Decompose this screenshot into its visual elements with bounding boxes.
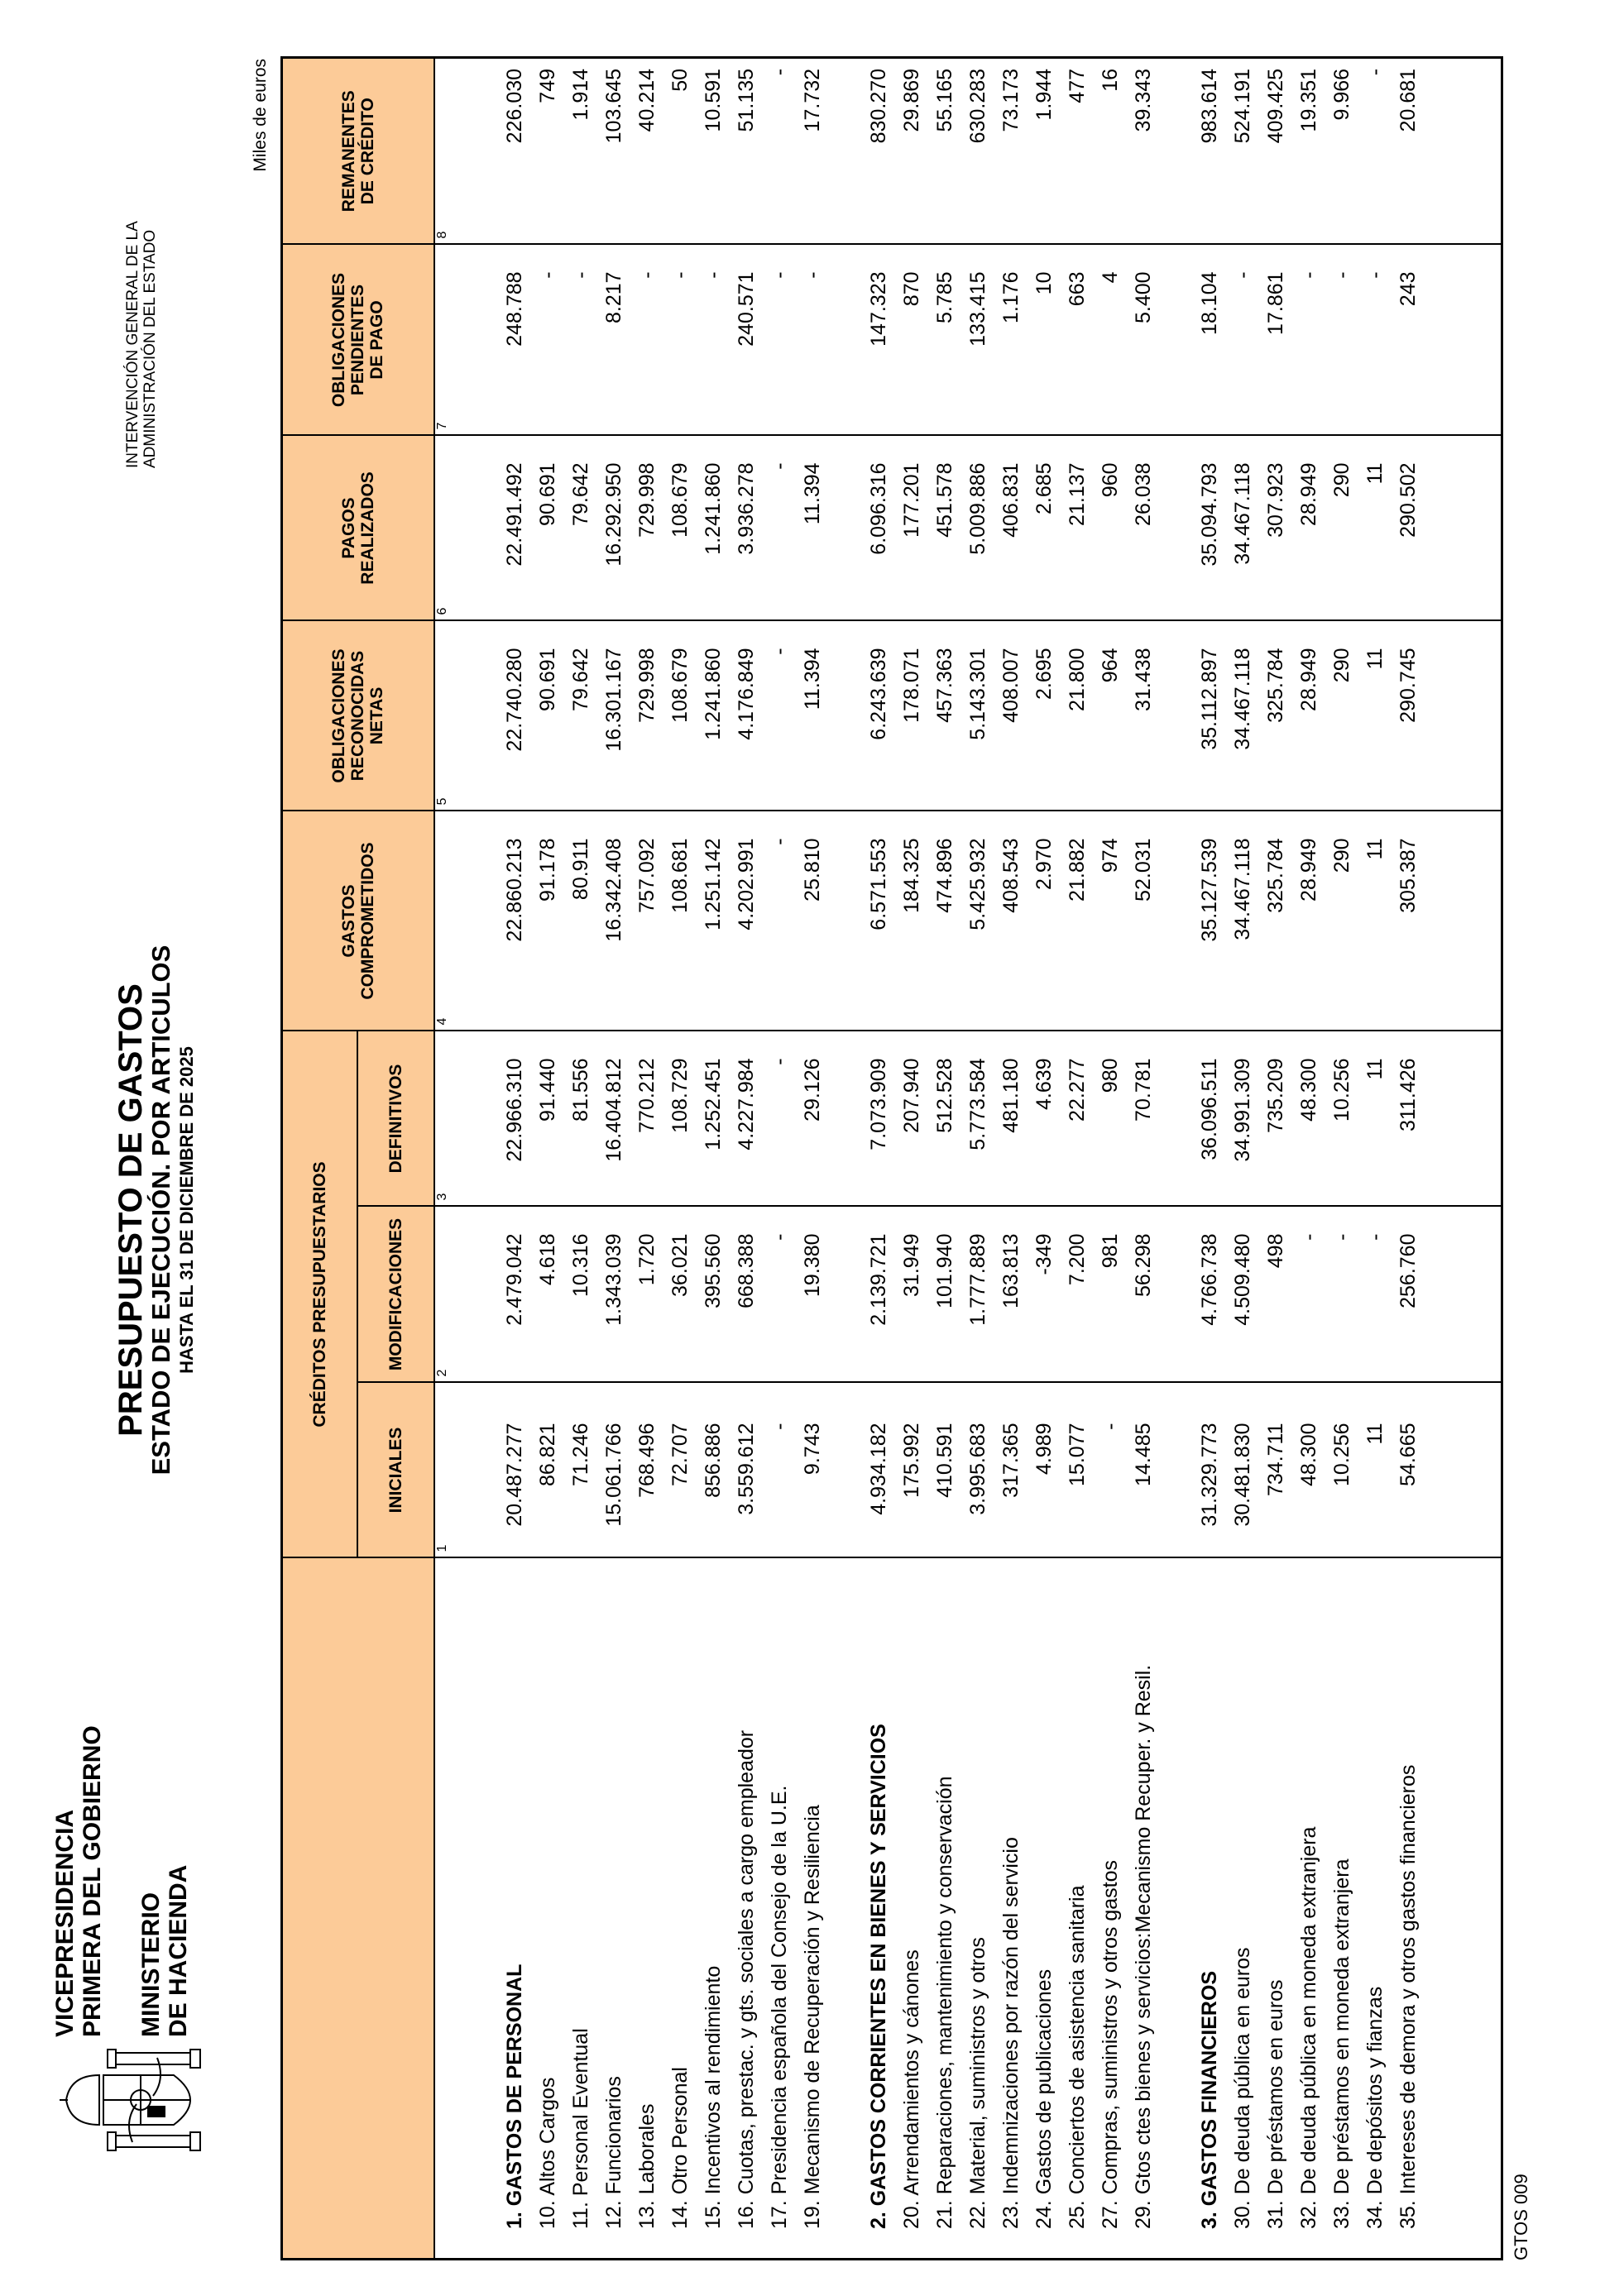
value-cell-col-4: 28.949: [1293, 811, 1326, 1031]
value-cell-col-1: -: [764, 1383, 797, 1558]
value-cell-col-7: 248.788: [499, 244, 532, 435]
value-cell-col-7: -: [631, 244, 664, 435]
table-row: [697, 57, 731, 2259]
value-cell-col-5: 290: [1326, 620, 1359, 811]
value-cell-col-7: 147.323: [863, 244, 896, 435]
value-cell-col-1: 86.821: [532, 1383, 565, 1558]
article-label: 12. Funcionarios: [598, 1558, 631, 2260]
table-row: [1095, 57, 1128, 2259]
value-cell-col-6: 3.936.278: [731, 435, 764, 620]
value-cell-col-1: 317.365: [995, 1383, 1028, 1558]
value-cell-col-5: 108.679: [664, 620, 697, 811]
value-cell-col-3: 29.126: [797, 1031, 830, 1206]
value-cell-col-7: -: [1227, 244, 1260, 435]
value-cell-col-1: 856.886: [697, 1383, 731, 1558]
value-cell-col-7: 4: [1095, 244, 1128, 435]
value-cell-col-4: 305.387: [1392, 811, 1425, 1031]
value-cell-col-7: 240.571: [731, 244, 764, 435]
value-cell-col-1: 15.061.766: [598, 1383, 631, 1558]
value-cell-col-2: 256.760: [1392, 1207, 1425, 1383]
value-cell-col-1: 72.707: [664, 1383, 697, 1558]
value-cell-col-4: 16.342.408: [598, 811, 631, 1031]
value-cell-col-2: 36.021: [664, 1207, 697, 1383]
value-cell-col-1: 734.711: [1260, 1383, 1293, 1558]
value-cell-col-7: 243: [1392, 244, 1425, 435]
units-label: Miles de euros: [251, 59, 270, 172]
header-definitivos: DEFINITIVOS: [357, 1031, 434, 1206]
table-row: [731, 57, 764, 2259]
value-cell-col-8: 1.914: [565, 57, 598, 244]
value-cell-col-1: 30.481.830: [1227, 1383, 1260, 1558]
header-creditos-presupuestarios: CRÉDITOS PRESUPUESTARIOS: [282, 1031, 357, 1557]
header-pagos-realizados: PAGOS REALIZADOS: [282, 435, 434, 620]
value-cell-col-5: 729.998: [631, 620, 664, 811]
value-cell-col-5: 290.745: [1392, 620, 1425, 811]
value-cell-col-8: 983.614: [1194, 57, 1227, 244]
value-cell-col-4: 290: [1326, 811, 1359, 1031]
table-row: [664, 57, 697, 2259]
article-label: 22. Material, suministros y otros: [962, 1558, 995, 2260]
value-cell-col-7: 5.785: [929, 244, 962, 435]
value-cell-col-7: 17.861: [1260, 244, 1293, 435]
value-cell-col-6: 34.467.118: [1227, 435, 1260, 620]
value-cell-col-8: 17.732: [797, 57, 830, 244]
value-cell-col-1: 768.496: [631, 1383, 664, 1558]
value-cell-col-5: 34.467.118: [1227, 620, 1260, 811]
value-cell-col-2: 31.949: [896, 1207, 929, 1383]
value-cell-col-5: 90.691: [532, 620, 565, 811]
value-cell-col-6: 21.137: [1061, 435, 1095, 620]
value-cell-col-8: 10.591: [697, 57, 731, 244]
table-row: [1061, 57, 1095, 2259]
value-cell-col-5: -: [764, 620, 797, 811]
report-code: GTOS 009: [1511, 2174, 1531, 2260]
table-row: [1227, 57, 1260, 2259]
article-label: 10. Altos Cargos: [532, 1558, 565, 2260]
value-cell-col-6: 11: [1359, 435, 1392, 620]
section-title: 2. GASTOS CORRIENTES EN BIENES Y SERVICIOS: [863, 1558, 896, 2260]
value-cell-col-8: 51.135: [731, 57, 764, 244]
table-row: [962, 57, 995, 2259]
article-label: 25. Conciertos de asistencia sanitaria: [1061, 1558, 1095, 2260]
article-label: 17. Presidencia española del Consejo de la U.E.: [764, 1558, 797, 2260]
value-cell-col-3: 91.440: [532, 1031, 565, 1206]
value-cell-col-7: -: [565, 244, 598, 435]
article-label: 29. Gtos ctes bienes y servicios:Mecanismo Recuper. y Resil.: [1128, 1558, 1161, 2260]
value-cell-col-5: 5.143.301: [962, 620, 995, 811]
value-cell-col-2: 163.813: [995, 1207, 1028, 1383]
org-line-1: VICEPRESIDENCIA: [51, 1809, 79, 2037]
article-label: 15. Incentivos al rendimiento: [697, 1558, 731, 2260]
value-cell-col-8: 103.645: [598, 57, 631, 244]
header-modificaciones: MODIFICACIONES: [357, 1207, 434, 1383]
value-cell-col-1: 410.591: [929, 1383, 962, 1558]
value-cell-col-3: 48.300: [1293, 1031, 1326, 1206]
value-cell-col-6: 290.502: [1392, 435, 1425, 620]
value-cell-col-2: 1.720: [631, 1207, 664, 1383]
value-cell-col-6: 22.491.492: [499, 435, 532, 620]
article-label: 33. De préstamos en moneda extranjera: [1326, 1558, 1359, 2260]
table-row: [565, 57, 598, 2259]
value-cell-col-2: 668.388: [731, 1207, 764, 1383]
table-row: [995, 57, 1028, 2259]
value-cell-col-3: 4.227.984: [731, 1031, 764, 1206]
column-number: 2: [434, 1207, 456, 1383]
value-cell-col-2: -: [1359, 1207, 1392, 1383]
header-iniciales: INICIALES: [357, 1383, 434, 1558]
value-cell-col-1: 175.992: [896, 1383, 929, 1558]
table-row: [1128, 57, 1161, 2259]
value-cell-col-7: -: [797, 244, 830, 435]
value-cell-col-5: 408.007: [995, 620, 1028, 811]
value-cell-col-7: -: [697, 244, 731, 435]
value-cell-col-1: 3.995.683: [962, 1383, 995, 1558]
value-cell-col-2: 10.316: [565, 1207, 598, 1383]
value-cell-col-5: 28.949: [1293, 620, 1326, 811]
header-article: [282, 1558, 434, 2260]
article-label: 19. Mecanismo de Recuperación y Resiliencia: [797, 1558, 830, 2260]
value-cell-col-3: 34.991.309: [1227, 1031, 1260, 1206]
value-cell-col-4: 2.970: [1028, 811, 1061, 1031]
value-cell-col-6: 290: [1326, 435, 1359, 620]
value-cell-col-2: -349: [1028, 1207, 1061, 1383]
value-cell-col-6: 16.292.950: [598, 435, 631, 620]
value-cell-col-3: 512.528: [929, 1031, 962, 1206]
value-cell-col-2: 395.560: [697, 1207, 731, 1383]
value-cell-col-4: 25.810: [797, 811, 830, 1031]
value-cell-col-6: 177.201: [896, 435, 929, 620]
value-cell-col-2: 981: [1095, 1207, 1128, 1383]
value-cell-col-3: 81.556: [565, 1031, 598, 1206]
value-cell-col-8: 226.030: [499, 57, 532, 244]
value-cell-col-8: 20.681: [1392, 57, 1425, 244]
column-number: 4: [434, 811, 456, 1031]
value-cell-col-4: 474.896: [929, 811, 962, 1031]
table-row: [1028, 57, 1061, 2259]
article-label: 21. Reparaciones, mantenimiento y conservación: [929, 1558, 962, 2260]
value-cell-col-8: 50: [664, 57, 697, 244]
value-cell-col-3: 7.073.909: [863, 1031, 896, 1206]
value-cell-col-4: -: [764, 811, 797, 1031]
value-cell-col-8: 40.214: [631, 57, 664, 244]
value-cell-col-2: 4.618: [532, 1207, 565, 1383]
value-cell-col-6: 729.998: [631, 435, 664, 620]
value-cell-col-3: 1.252.451: [697, 1031, 731, 1206]
value-cell-col-1: 4.989: [1028, 1383, 1061, 1558]
table-row: [1293, 57, 1326, 2259]
intervencion-line-1: INTERVENCIÓN GENERAL DE LA: [124, 221, 141, 468]
value-cell-col-7: 663: [1061, 244, 1095, 435]
value-cell-col-1: 11: [1359, 1383, 1392, 1558]
value-cell-col-8: 55.165: [929, 57, 962, 244]
header-gastos-comprometidos: GASTOS COMPROMETIDOS: [282, 811, 434, 1031]
article-label: 32. De deuda pública en moneda extranjera: [1293, 1558, 1326, 2260]
value-cell-col-7: 5.400: [1128, 244, 1161, 435]
column-number: 6: [434, 435, 456, 620]
value-cell-col-2: 7.200: [1061, 1207, 1095, 1383]
header-obligaciones-pendientes: OBLIGACIONES PENDIENTES DE PAGO: [282, 244, 434, 435]
budget-execution-table: [280, 56, 1503, 2260]
value-cell-col-4: 11: [1359, 811, 1392, 1031]
value-cell-col-6: 5.009.886: [962, 435, 995, 620]
value-cell-col-3: 770.212: [631, 1031, 664, 1206]
value-cell-col-1: 14.485: [1128, 1383, 1161, 1558]
column-number: 1: [434, 1383, 456, 1558]
value-cell-col-2: -: [1293, 1207, 1326, 1383]
value-cell-col-8: 9.966: [1326, 57, 1359, 244]
value-cell-col-3: 36.096.511: [1194, 1031, 1227, 1206]
article-label: 30. De deuda pública en euros: [1227, 1558, 1260, 2260]
value-cell-col-4: 325.784: [1260, 811, 1293, 1031]
value-cell-col-4: 22.860.213: [499, 811, 532, 1031]
column-number: 7: [434, 244, 456, 435]
table-row: [1392, 57, 1425, 2259]
value-cell-col-7: 133.415: [962, 244, 995, 435]
value-cell-col-8: -: [1359, 57, 1392, 244]
value-cell-col-1: 71.246: [565, 1383, 598, 1558]
value-cell-col-6: 451.578: [929, 435, 962, 620]
article-label: 11. Personal Eventual: [565, 1558, 598, 2260]
value-cell-col-4: 91.178: [532, 811, 565, 1031]
article-label: 23. Indemnizaciones por razón del servicio: [995, 1558, 1028, 2260]
table-row: [631, 57, 664, 2259]
value-cell-col-6: 79.642: [565, 435, 598, 620]
value-cell-col-7: 8.217: [598, 244, 631, 435]
value-cell-col-7: -: [664, 244, 697, 435]
organization-heading: [51, 1725, 192, 2037]
value-cell-col-6: 307.923: [1260, 435, 1293, 620]
article-label: 16. Cuotas, prestac. y gts. sociales a cargo empleador: [731, 1558, 764, 2260]
table-row: [1326, 57, 1359, 2259]
value-cell-col-4: 4.202.991: [731, 811, 764, 1031]
article-label: 24. Gastos de publicaciones: [1028, 1558, 1061, 2260]
value-cell-col-7: -: [532, 244, 565, 435]
org-line-2: PRIMERA DEL GOBIERNO: [79, 1725, 106, 2037]
value-cell-col-8: 630.283: [962, 57, 995, 244]
value-cell-col-1: 20.487.277: [499, 1383, 532, 1558]
value-cell-col-4: 1.251.142: [697, 811, 731, 1031]
value-cell-col-5: 6.243.639: [863, 620, 896, 811]
value-cell-col-2: 101.940: [929, 1207, 962, 1383]
value-cell-col-5: 16.301.167: [598, 620, 631, 811]
section-title: 3. GASTOS FINANCIEROS: [1194, 1558, 1227, 2260]
value-cell-col-5: 964: [1095, 620, 1128, 811]
table-row: [598, 57, 631, 2259]
value-cell-col-7: -: [1326, 244, 1359, 435]
value-cell-col-4: 21.882: [1061, 811, 1095, 1031]
value-cell-col-2: 2.479.042: [499, 1207, 532, 1383]
article-label: 14. Otro Personal: [664, 1558, 697, 2260]
value-cell-col-7: 10: [1028, 244, 1061, 435]
value-cell-col-7: -: [1359, 244, 1392, 435]
value-cell-col-3: 108.729: [664, 1031, 697, 1206]
value-cell-col-4: 974: [1095, 811, 1128, 1031]
value-cell-col-1: 31.329.773: [1194, 1383, 1227, 1558]
value-cell-col-1: 4.934.182: [863, 1383, 896, 1558]
value-cell-col-8: 830.270: [863, 57, 896, 244]
value-cell-col-3: 70.781: [1128, 1031, 1161, 1206]
article-label: 34. De depósitos y fianzas: [1359, 1558, 1392, 2260]
value-cell-col-8: 39.343: [1128, 57, 1161, 244]
value-cell-col-8: 1.944: [1028, 57, 1061, 244]
value-cell-col-7: -: [764, 244, 797, 435]
value-cell-col-3: 22.277: [1061, 1031, 1095, 1206]
value-cell-col-7: 1.176: [995, 244, 1028, 435]
column-number-row: [434, 57, 456, 2259]
value-cell-col-8: -: [764, 57, 797, 244]
value-cell-col-6: 28.949: [1293, 435, 1326, 620]
value-cell-col-4: 184.325: [896, 811, 929, 1031]
value-cell-col-8: 524.191: [1227, 57, 1260, 244]
value-cell-col-2: 498: [1260, 1207, 1293, 1383]
value-cell-col-2: 56.298: [1128, 1207, 1161, 1383]
ministry-line-1: MINISTERIO: [137, 1892, 165, 2037]
table-row: [1260, 57, 1293, 2259]
value-cell-col-1: 9.743: [797, 1383, 830, 1558]
value-cell-col-6: 406.831: [995, 435, 1028, 620]
value-cell-col-6: 1.241.860: [697, 435, 731, 620]
value-cell-col-4: 757.092: [631, 811, 664, 1031]
report-subtitle: ESTADO DE EJECUCIÓN. POR ARTICULOS: [146, 945, 175, 1476]
value-cell-col-4: 34.467.118: [1227, 811, 1260, 1031]
value-cell-col-4: 5.425.932: [962, 811, 995, 1031]
coat-of-arms-logo: [58, 2046, 215, 2154]
value-cell-col-5: 79.642: [565, 620, 598, 811]
value-cell-col-1: 48.300: [1293, 1383, 1326, 1558]
value-cell-col-5: 31.438: [1128, 620, 1161, 811]
value-cell-col-6: -: [764, 435, 797, 620]
value-cell-col-3: 980: [1095, 1031, 1128, 1206]
intervencion-line-2: ADMINISTRACIÓN DEL ESTADO: [141, 229, 159, 468]
header-obligaciones-reconocidas: OBLIGACIONES RECONOCIDAS NETAS: [282, 620, 434, 811]
article-label: 13. Laborales: [631, 1558, 664, 2260]
value-cell-col-7: 18.104: [1194, 244, 1227, 435]
report-title-block: [114, 796, 199, 1624]
value-cell-col-3: 481.180: [995, 1031, 1028, 1206]
value-cell-col-8: 477: [1061, 57, 1095, 244]
value-cell-col-3: 10.256: [1326, 1031, 1359, 1206]
value-cell-col-5: 11: [1359, 620, 1392, 811]
article-label: 35. Intereses de demora y otros gastos financieros: [1392, 1558, 1425, 2260]
value-cell-col-2: 1.777.889: [962, 1207, 995, 1383]
column-number: 3: [434, 1031, 456, 1206]
value-cell-col-1: 3.559.612: [731, 1383, 764, 1558]
value-cell-col-7: -: [1293, 244, 1326, 435]
article-label: 31. De préstamos en euros: [1260, 1558, 1293, 2260]
value-cell-col-8: 409.425: [1260, 57, 1293, 244]
table-row: [896, 57, 929, 2259]
value-cell-col-4: 408.543: [995, 811, 1028, 1031]
value-cell-col-6: 108.679: [664, 435, 697, 620]
report-title: PRESUPUESTO DE GASTOS: [113, 983, 149, 1437]
report-date: HASTA EL 31 DE DICIEMBRE DE 2025: [176, 1046, 197, 1374]
value-cell-col-2: 4.766.738: [1194, 1207, 1227, 1383]
value-cell-col-5: 325.784: [1260, 620, 1293, 811]
value-cell-col-3: 11: [1359, 1031, 1392, 1206]
section-total-row: [863, 57, 896, 2259]
value-cell-col-8: 29.869: [896, 57, 929, 244]
value-cell-col-5: 457.363: [929, 620, 962, 811]
value-cell-col-5: 35.112.897: [1194, 620, 1227, 811]
value-cell-col-6: 11.394: [797, 435, 830, 620]
column-number: 8: [434, 57, 456, 244]
value-cell-col-7: 870: [896, 244, 929, 435]
ministry-line-2: DE HACIENDA: [165, 1864, 192, 2037]
section-title: 1. GASTOS DE PERSONAL: [499, 1558, 532, 2260]
value-cell-col-3: 735.209: [1260, 1031, 1293, 1206]
table-row: [1359, 57, 1392, 2259]
value-cell-col-5: 178.071: [896, 620, 929, 811]
value-cell-col-6: 2.685: [1028, 435, 1061, 620]
table-row: [797, 57, 830, 2259]
value-cell-col-6: 26.038: [1128, 435, 1161, 620]
column-number: 5: [434, 620, 456, 811]
value-cell-col-4: 52.031: [1128, 811, 1161, 1031]
article-label: 27. Compras, suministros y otros gastos: [1095, 1558, 1128, 2260]
value-cell-col-3: 311.426: [1392, 1031, 1425, 1206]
section-total-row: [1194, 57, 1227, 2259]
value-cell-col-5: 22.740.280: [499, 620, 532, 811]
table-row: [532, 57, 565, 2259]
value-cell-col-4: 35.127.539: [1194, 811, 1227, 1031]
value-cell-col-4: 6.571.553: [863, 811, 896, 1031]
intervencion-heading: [124, 221, 159, 468]
value-cell-col-5: 11.394: [797, 620, 830, 811]
value-cell-col-8: 749: [532, 57, 565, 244]
value-cell-col-1: 15.077: [1061, 1383, 1095, 1558]
table-row: [764, 57, 797, 2259]
value-cell-col-5: 2.695: [1028, 620, 1061, 811]
value-cell-col-6: 6.096.316: [863, 435, 896, 620]
value-cell-col-2: 1.343.039: [598, 1207, 631, 1383]
value-cell-col-5: 4.176.849: [731, 620, 764, 811]
value-cell-col-6: 90.691: [532, 435, 565, 620]
value-cell-col-6: 960: [1095, 435, 1128, 620]
value-cell-col-4: 80.911: [565, 811, 598, 1031]
article-label: 20. Arrendamientos y cánones: [896, 1558, 929, 2260]
value-cell-col-2: 19.380: [797, 1207, 830, 1383]
value-cell-col-8: 73.173: [995, 57, 1028, 244]
value-cell-col-2: -: [1326, 1207, 1359, 1383]
value-cell-col-2: 4.509.480: [1227, 1207, 1260, 1383]
value-cell-col-8: 19.351: [1293, 57, 1326, 244]
table-row: [929, 57, 962, 2259]
value-cell-col-3: 22.966.310: [499, 1031, 532, 1206]
value-cell-col-5: 1.241.860: [697, 620, 731, 811]
value-cell-col-6: 35.094.793: [1194, 435, 1227, 620]
value-cell-col-8: 16: [1095, 57, 1128, 244]
value-cell-col-3: 16.404.812: [598, 1031, 631, 1206]
value-cell-col-3: 207.940: [896, 1031, 929, 1206]
value-cell-col-1: 54.665: [1392, 1383, 1425, 1558]
value-cell-col-3: 5.773.584: [962, 1031, 995, 1206]
value-cell-col-1: 10.256: [1326, 1383, 1359, 1558]
value-cell-col-2: -: [764, 1207, 797, 1383]
value-cell-col-3: -: [764, 1031, 797, 1206]
section-total-row: [499, 57, 532, 2259]
value-cell-col-2: 2.139.721: [863, 1207, 896, 1383]
value-cell-col-5: 21.800: [1061, 620, 1095, 811]
value-cell-col-3: 4.639: [1028, 1031, 1061, 1206]
value-cell-col-4: 108.681: [664, 811, 697, 1031]
header-remanentes: REMANENTES DE CRÉDITO: [282, 57, 434, 244]
value-cell-col-1: -: [1095, 1383, 1128, 1558]
